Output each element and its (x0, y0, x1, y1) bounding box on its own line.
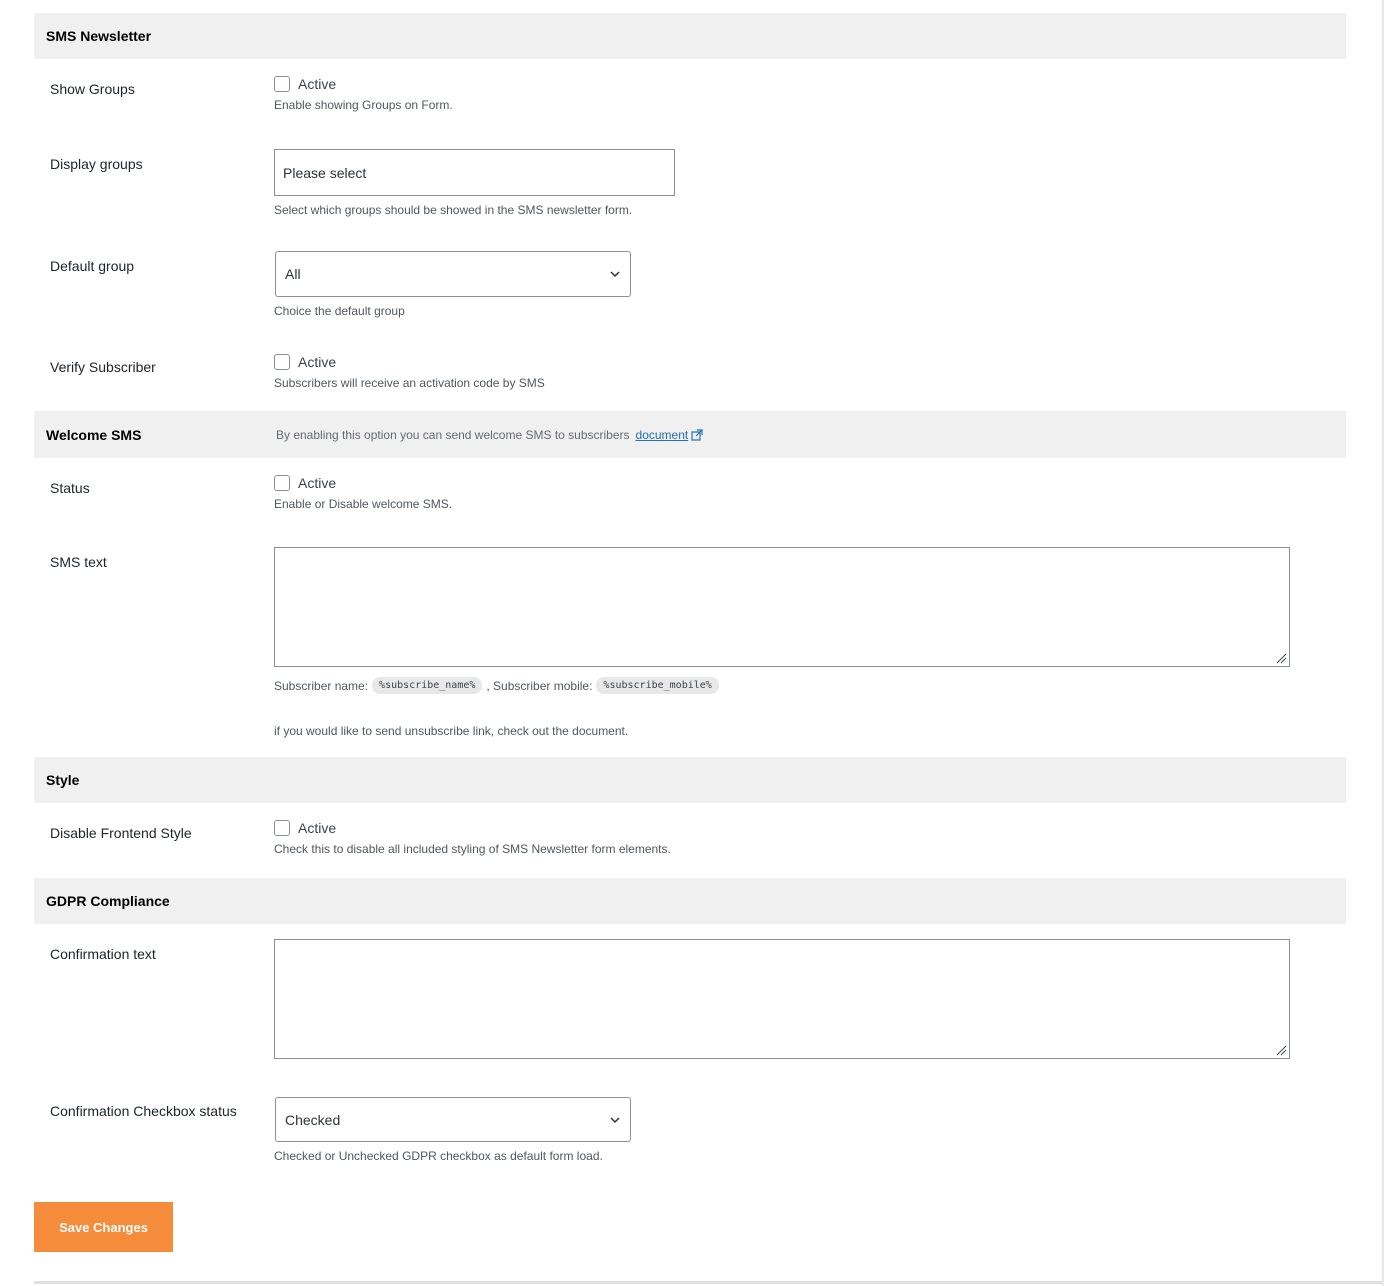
verify-subscriber-checkbox-row[interactable] (274, 354, 545, 370)
disable-frontend-style-checkbox-row[interactable] (274, 820, 671, 836)
subscriber-mobile-label: , Subscriber mobile: (486, 678, 593, 693)
field-description: Choice the default group (274, 304, 405, 318)
field-description: Enable showing Groups on Form. (274, 98, 453, 112)
section-title: Style (46, 772, 80, 788)
field-description: Checked or Unchecked GDPR checkbox as default form load. (274, 1149, 603, 1163)
field-description: Select which groups should be showed in the SMS newsletter form. (274, 203, 633, 217)
field-description: Check this to disable all included styling of SMS Newsletter form elements. (274, 842, 671, 856)
document-link-text: document (635, 427, 689, 442)
resize-grip-icon[interactable] (1275, 1044, 1287, 1056)
disable-frontend-style-label: Disable Frontend Style (50, 825, 192, 841)
verify-subscriber-checkbox[interactable] (274, 354, 290, 370)
sms-text-textarea[interactable] (274, 547, 1290, 667)
section-sms-newsletter (34, 13, 1346, 59)
subscriber-name-label: Subscriber name: (274, 678, 369, 693)
status-field (274, 475, 452, 511)
display-groups-multiselect[interactable] (274, 149, 675, 196)
status-checkbox[interactable] (274, 475, 290, 491)
section-style (34, 757, 1346, 803)
default-group-value: All (285, 266, 301, 282)
confirmation-checkbox-status-select[interactable] (275, 1097, 631, 1142)
display-groups-value: Please select (283, 164, 367, 181)
checkbox-status-value: Checked (285, 1111, 341, 1128)
subscriber-name-tag: %subscribe_name% (372, 677, 482, 694)
disable-frontend-style-field (274, 820, 671, 856)
confirmation-text-label: Confirmation text (50, 946, 156, 962)
section-title: GDPR Compliance (46, 893, 170, 909)
show-groups-field (274, 76, 453, 112)
resize-grip-icon[interactable] (1275, 652, 1287, 664)
field-description: Subscribers will receive an activation code by SMS (274, 376, 545, 390)
field-description: Enable or Disable welcome SMS. (274, 497, 453, 511)
unsubscribe-note: if you would like to send unsubscribe link, check out the document. (274, 724, 629, 738)
checkbox-label: Active (298, 475, 337, 491)
subscriber-mobile-tag: %subscribe_mobile% (596, 677, 718, 694)
show-groups-checkbox-row[interactable] (274, 76, 453, 92)
default-group-select[interactable] (275, 251, 631, 297)
sms-text-label: SMS text (50, 554, 107, 570)
disable-frontend-style-checkbox[interactable] (274, 820, 290, 836)
section-description-text: By enabling this option you can send welcome SMS to subscribers (276, 427, 630, 442)
show-groups-checkbox[interactable] (274, 76, 290, 92)
default-group-label: Default group (50, 258, 135, 274)
checkbox-label: Active (298, 354, 337, 370)
checkbox-label: Active (298, 820, 337, 836)
section-title: Welcome SMS (46, 426, 142, 443)
chevron-down-icon (609, 269, 621, 279)
show-groups-label: Show Groups (50, 81, 135, 97)
external-link-icon (691, 429, 703, 441)
save-changes-button[interactable]: Save Changes (34, 1202, 173, 1252)
section-welcome-sms (34, 411, 1346, 458)
section-description (276, 428, 703, 442)
confirmation-checkbox-status-label: Confirmation Checkbox status (50, 1103, 237, 1119)
section-gdpr (34, 878, 1346, 924)
status-checkbox-row[interactable] (274, 475, 452, 491)
verify-subscriber-field (274, 354, 545, 390)
confirmation-text-textarea[interactable] (274, 939, 1290, 1059)
document-link[interactable] (636, 428, 704, 442)
bottom-divider (34, 1281, 1384, 1284)
checkbox-label: Active (298, 76, 337, 92)
verify-subscriber-label: Verify Subscriber (50, 359, 156, 375)
status-label: Status (50, 480, 90, 496)
display-groups-label: Display groups (50, 156, 143, 172)
chevron-down-icon (609, 1115, 621, 1125)
section-title: SMS Newsletter (46, 28, 152, 44)
placeholder-tags-row (274, 677, 723, 694)
